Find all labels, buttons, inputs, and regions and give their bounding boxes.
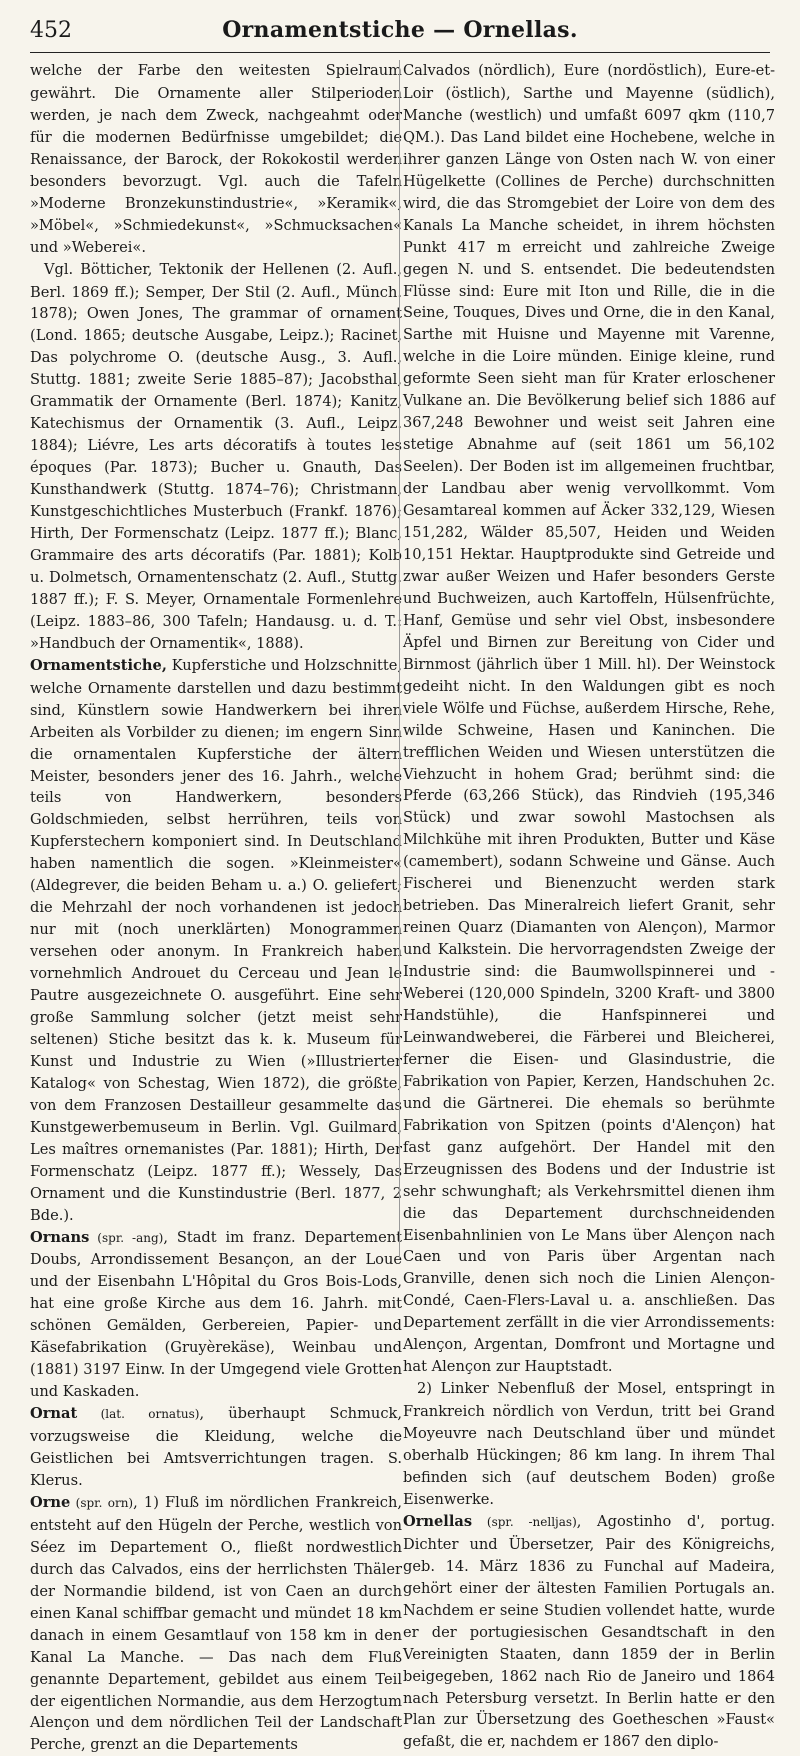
- paragraph: [30, 1492, 402, 1756]
- paragraph: [30, 259, 402, 655]
- paragraph-text: , Agostinho d', portug. Dichter und Übersetzer, Pair des Königreichs, geb. 14. März 1836 zu Funchal auf Madeira, gehört einer der ältesten Familien Portugals an. Nachdem er seine Studien vollendet hatte, wurde er der portugiesischen Gesandtschaft in den Vereinigten Staaten, dann 1859 der in Berlin beigegeben, 1862 nach Rio de Janeiro und 1864 nach Petersburg versetzt. In Berlin hatte er den Plan zur Übersetzung des Goetheschen »Faust« gefaßt, die er, nachdem er 1867 den diplo-: [403, 1512, 775, 1751]
- paragraph-text: , überhaupt Schmuck, vorzugsweise die Kleidung, welche die Geistlichen bei Amtsverrichtungen tragen. S. Klerus.: [30, 1405, 402, 1489]
- column-divider: [399, 60, 400, 1259]
- pronunciation: (spr. orn): [70, 1495, 134, 1510]
- headword: Ornat: [30, 1405, 78, 1423]
- right-column: [403, 60, 775, 1751]
- headword: Ornellas: [403, 1512, 473, 1530]
- pronunciation: (spr. -ang): [89, 1230, 164, 1245]
- headword: Ornans: [30, 1228, 90, 1246]
- left-column: [30, 60, 403, 1754]
- paragraph: [30, 1403, 402, 1492]
- page-header: [30, 12, 770, 53]
- paragraph-text: 2) Linker Nebenfluß der Mosel, entspringt in Frankreich nördlich von Verdun, tritt bei Grand Moyeuvre nach Deutschland über und mündet oberhalb Hückingen; 86 km lang. In ihrem Thal befinden sich (auf deutschem Boden) große Eisenwerke.: [403, 1380, 775, 1508]
- paragraph: [403, 60, 775, 1378]
- paragraph: [30, 60, 402, 259]
- paragraph: [30, 655, 402, 1227]
- paragraph-text: Vgl. Bötticher, Tektonik der Hellenen (2. Aufl., Berl. 1869 ff.); Semper, Der Stil (2. Aufl., Münch. 1878); Owen Jones, The grammar of ornament (Lond. 1865; deutsche Ausgabe, Leipz.); Racinet, Das polychrome O. (deutsche Ausg., 3. Aufl., Stuttg. 1881; zweite Serie 1885–87); Jacobsthal, Grammatik der Ornamente (Berl. 1874); Kanitz, Katechismus der Ornamentik (3. Aufl., Leipz. 1884); Liévre, Les arts décoratifs à toutes les époques (Par. 1873); Bucher u. Gnauth, Das Kunsthandwerk (Stuttg. 1874–76); Christmann, Kunstgeschichtliches Musterbuch (Frankf. 1876); Hirth, Der Formenschatz (Leipz. 1877 ff.); Blanc, Grammaire des arts décoratifs (Par. 1881); Kolb u. Dolmetsch, Ornamentenschatz (2. Aufl., Stuttg. 1887 ff.); F. S. Meyer, Ornamentale Formenlehre (Leipz. 1883–86, 300 Tafeln; Handausg. u. d. T.: »Handbuch der Ornamentik«, 1888).: [30, 260, 402, 652]
- paragraph-text: Calvados (nördlich), Eure (nordöstlich), Eure-et-Loir (östlich), Sarthe und Mayenne (südlich), Manche (westlich) und umfaßt 6097 qkm (110,7 QM.). Das Land bildet eine Hochebene, welche in ihrer ganzen Länge von Osten nach W. von einer Hügelkette (Collines de Perche) durchschnitten wird, die das Stromgebiet der Loire von dem des Kanals La Manche scheidet, in ihrem höchsten Punkt 417 m erreicht und zahlreiche Zweige gegen N. und S. entsendet. Die bedeutendsten Flüsse sind: Eure mit Iton und Rille, die in die Seine, Touques, Dives und Orne, die in den Kanal, Sarthe mit Huisne und Mayenne mit Varenne, welche in die Loire münden. Einige kleine, rund geformte Seen sieht man für Krater erloschener Vulkane an. Die Bevölkerung belief sich 1886 auf 367,248 Bewohner und weist seit Jahren eine stetige Abnahme auf (seit 1861 um 56,102 Seelen). Der Boden ist im allgemeinen fruchtbar, der Landbau aber wenig vervollkommt. Vom Gesamtareal kommen auf Äcker 332,129, Wiesen 151,282, Wälder 85,507, Heiden und Weiden 10,151 Hektar. Hauptprodukte sind Getreide und zwar außer Weizen und Hafer besonders Gerste und Buchweizen, auch Kartoffeln, Hülsenfrüchte, Hanf, Gemüse und sehr viel Obst, insbesondere Äpfel und Birnen zur Bereitung von Cider und Birnmost (jährlich über 1 Mill. hl). Der Weinstock gedeiht nicht. In den Waldungen gibt es noch viele Wölfe und Füchse, außerdem Hirsche, Rehe, wilde Schweine, Hasen und Kaninchen. Die trefflichen Weiden und Wiesen unterstützen die Viehzucht in hohem Grad; berühmt sind: die Pferde (63,266 Stück), das Rindvieh (195,346 Stück) und zwar sowohl Mastochsen als Milchkühe mit ihren Produkten, Butter und Käse (camembert), sodann Schweine und Gänse. Auch Fischerei und Bienenzucht werden stark betrieben. Das Mineralreich liefert Granit, sehr reinen Quarz (Diamanten von Alençon), Marmor und Kalkstein. Die hervorragendsten Zweige der Industrie sind: die Baumwollspinnerei und -Weberei (120,000 Spindeln, 3200 Kraft- und 3800 Handstühle), die Hanfspinnerei und Leinwandweberei, die Färberei und Bleicherei, ferner die Eisen- und Glasindustrie, die Fabrikation von Papier, Kerzen, Handschuhen 2c. und die Gärtnerei. Die ehemals so berühmte Fabrikation von Spitzen (points d'Alençon) hat fast ganz aufgehört. Der Handel mit den Erzeugnissen des Bodens und der Industrie ist sehr schwunghaft; als Verkehrsmittel dienen ihm die das Departement durchschneidenden Eisenbahnlinien von Le Mans über Alençon nach Caen und von Paris über Argentan nach Granville, denen sich noch die Linien Alençon-Condé, Caen-Flers-Laval u. a. anschließen. Das Departement zerfällt in die vier Arrondissements: Alençon, Argentan, Domfront und Mortagne und hat Alençon zur Hauptstadt.: [403, 62, 775, 1376]
- paragraph: [403, 1378, 775, 1511]
- pronunciation: (lat. ornatus): [77, 1407, 200, 1422]
- paragraph-text: , Stadt im franz. Departement Doubs, Arrondissement Besançon, an der Loue und der Eisenbahn L'Hôpital du Gros Bois-Lods, hat eine große Kirche aus dem 16. Jahrh. mit schönen Gemälden, Gerbereien, Papier- und Käsefabrikation (Gruyèrekäse), Weinbau und (1881) 3197 Einw. In der Umgegend viele Grotten und Kaskaden.: [30, 1228, 403, 1401]
- paragraph: [403, 1511, 775, 1753]
- pronunciation: (spr. -nelljas): [472, 1514, 577, 1529]
- headword: Ornamentstiche,: [30, 656, 167, 674]
- paragraph-text: Kupferstiche und Holzschnitte, welche Ornamente darstellen und dazu bestimmt sind, Künstlern sowie Handwerkern bei ihren Arbeiten als Vorbilder zu dienen; im engern Sinn die ornamentalen Kupferstiche der ältern Meister, besonders jener des 16. Jahrh., welche teils von Handwerkern, besonders Goldschmieden, selbst herrühren, teils von Kupferstechern komponiert sind. In Deutschland haben namentlich die sogen. »Kleinmeister« (Aldegrever, die beiden Beham u. a.) O. geliefert; die Mehrzahl der noch vorhandenen ist jedoch nur mit (noch unerklärten) Monogrammen versehen oder anonym. In Frankreich haben vornehmlich Androuet du Cerceau und Jean le Pautre ausgezeichnete O. ausgeführt. Eine sehr große Sammlung solcher (jetzt meist sehr seltenen) Stiche besitzt das k. k. Museum für Kunst und Industrie zu Wien (»Illustrierter Katalog« von Schestag, Wien 1872), die größte, von dem Franzosen Destailleur gesammelte das Kunstgewerbemuseum in Berlin. Vgl. Guilmard, Les maîtres ornemanistes (Par. 1881); Hirth, Der Formenschatz (Leipz. 1877 ff.); Wessely, Das Ornament und die Kunstindustrie (Berl. 1877, 2 Bde.).: [30, 656, 402, 1224]
- paragraph-text: welche der Farbe den weitesten Spielraum gewährt. Die Ornamente aller Stilperioden werden, je nach dem Zweck, nachgeahmt oder für die modernen Bedürfnisse umgebildet; die Renaissance, der Barock, der Rokokostil werden besonders bevorzugt. Vgl. auch die Tafeln »Moderne Bronzekunstindustrie«, »Keramik«, »Möbel«, »Schmiedekunst«, »Schmucksachen« und »Weberei«.: [30, 62, 402, 256]
- headword: Orne: [30, 1493, 71, 1511]
- paragraph: [30, 1227, 402, 1404]
- page-number: 452: [30, 18, 72, 43]
- running-title: Ornamentstiche — Ornellas.: [222, 17, 578, 43]
- paragraph-text: , 1) Fluß im nördlichen Frankreich, entsteht auf den Hügeln der Perche, westlich von Séez im Departement O., fließt nordwestlich durch das Calvados, eins der herrlichsten Thäler der Normandie bildend, ist von Caen an durch einen Kanal schiffbar gemacht und mündet 18 km danach in einem Gesamtlauf von 158 km in den Kanal La Manche. — Das nach dem Fluß genannte Departement, gebildet aus einem Teil der eigentlichen Normandie, aus dem Herzogtum Alençon und dem nördlichen Teil der Landschaft Perche, grenzt an die Departements: [30, 1493, 402, 1754]
